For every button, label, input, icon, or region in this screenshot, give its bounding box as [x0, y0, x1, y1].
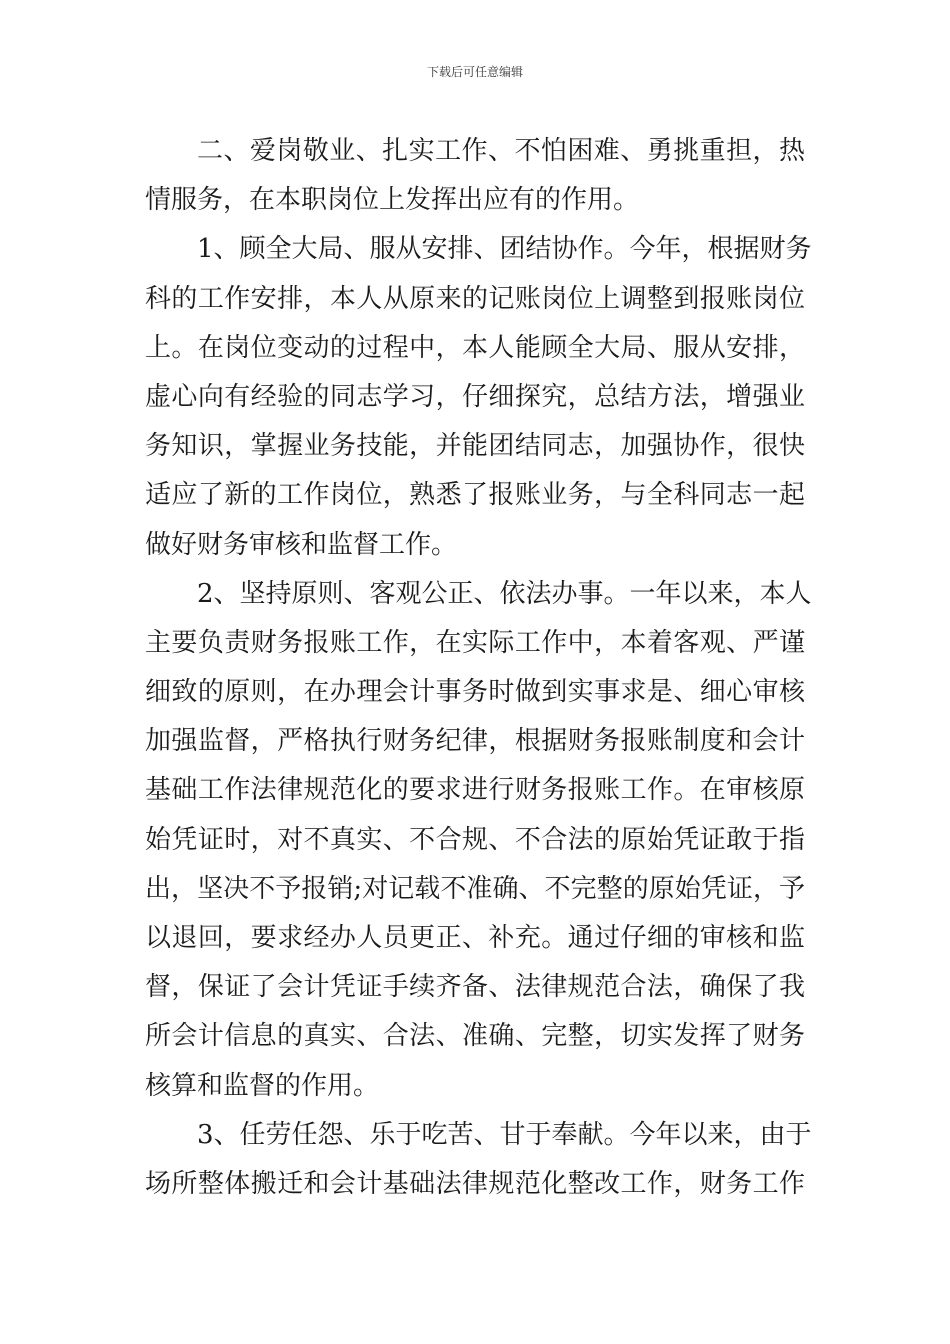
- paragraph-line: 出，坚决不予报销;对记载不准确、不完整的原始凭证，予: [145, 873, 805, 904]
- paragraph-line: 上。在岗位变动的过程中，本人能顾全大局、服从安排，: [145, 332, 805, 363]
- page-header-note: 下载后可任意编辑: [426, 65, 523, 79]
- paragraph-line: 核算和监督的作用。: [145, 1070, 380, 1101]
- paragraph-line: 所会计信息的真实、合法、准确、完整，切实发挥了财务: [145, 1021, 805, 1052]
- paragraph-line: 2、坚持原则、客观公正、依法办事。一年以来，本人: [197, 578, 812, 609]
- paragraph-line: 督，保证了会计凭证手续齐备、法律规范合法，确保了我: [145, 972, 805, 1003]
- paragraph-line: 做好财务审核和监督工作。: [145, 529, 458, 560]
- paragraph-line: 基础工作法律规范化的要求进行财务报账工作。在审核原: [145, 775, 805, 806]
- paragraph-line: 始凭证时，对不真实、不合规、不合法的原始凭证敢于指: [145, 824, 805, 855]
- paragraph-line: 1、顾全大局、服从安排、团结协作。今年，根据财务: [197, 234, 812, 265]
- paragraph-line: 3、任劳任怨、乐于吃苦、甘于奉献。今年以来，由于: [197, 1119, 812, 1150]
- paragraph-line: 务知识，掌握业务技能，并能团结同志，加强协作，很快: [145, 431, 805, 462]
- paragraph-line: 以退回，要求经办人员更正、补充。通过仔细的审核和监: [145, 923, 805, 953]
- document-body: [145, 127, 812, 1209]
- paragraph-line: 科的工作安排，本人从原来的记账岗位上调整到报账岗位: [145, 283, 805, 314]
- paragraph-line: 场所整体搬迁和会计基础法律规范化整改工作，财务工作: [145, 1168, 805, 1199]
- paragraph-line: 适应了新的工作岗位，熟悉了报账业务，与全科同志一起: [145, 480, 805, 511]
- paragraph-line: 二、爱岗敬业、扎实工作、不怕困难、勇挑重担，热: [197, 136, 805, 166]
- paragraph-line: 主要负责财务报账工作，在实际工作中，本着客观、严谨: [145, 627, 805, 658]
- paragraph-line: 加强监督，严格执行财务纪律，根据财务报账制度和会计: [145, 726, 805, 757]
- paragraph-line: 虚心向有经验的同志学习，仔细探究，总结方法，增强业: [145, 381, 805, 412]
- paragraph-line: 细致的原则，在办理会计事务时做到实事求是、细心审核: [145, 677, 805, 708]
- paragraph-line: 情服务，在本职岗位上发挥出应有的作用。: [145, 185, 640, 216]
